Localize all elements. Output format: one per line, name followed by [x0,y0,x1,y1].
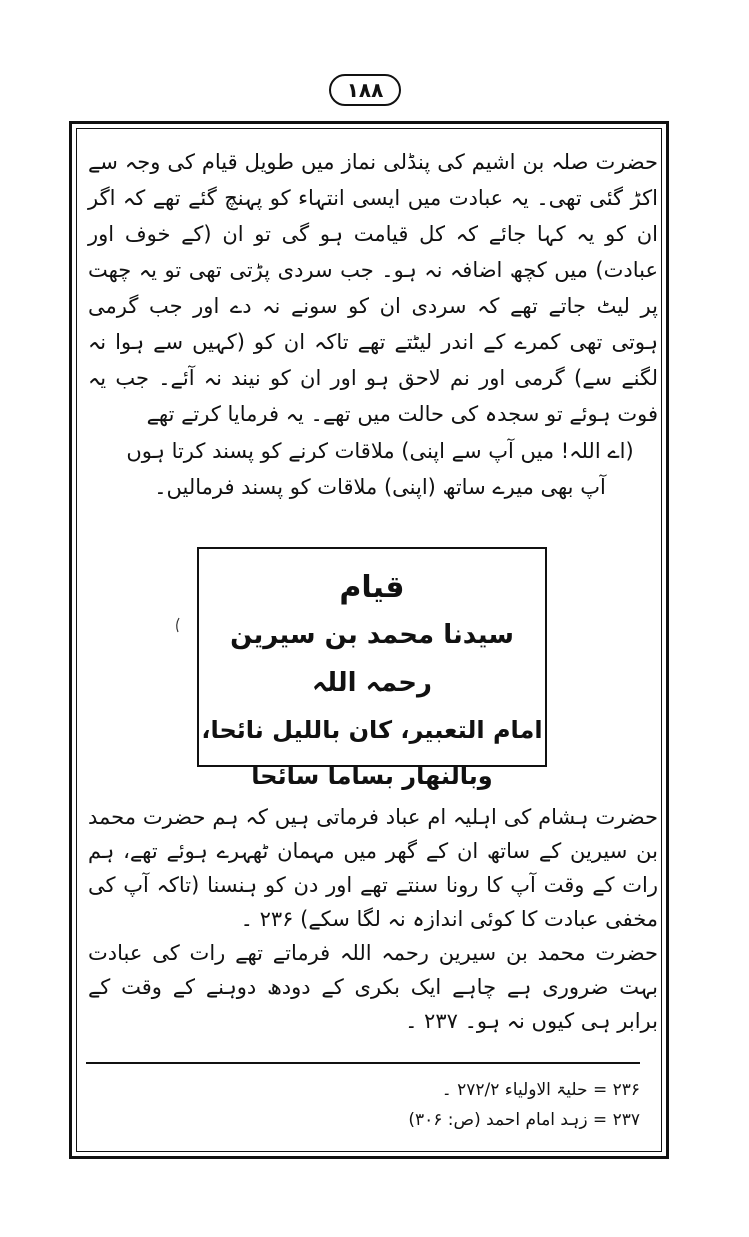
paragraph-sila-bin-ashyam: حضرت صلہ بن اشیم کی پنڈلی نماز میں طویل قیام کی وجہ سے اکڑ گئی تھی۔ یہ عبادت میں ایسی انتہاء کو پہنچ گئے تھے کہ اگر ان کو یہ کہا جائے کہ کل قیامت ہو گی تو ان (کے خوف اور عبادت) میں کچھ اضافہ نہ ہو۔ جب سردی پڑتی تھی تو یہ چھت پر لیٹ جاتے تھے کہ سردی ان کو سونے نہ دے اور جب گرمی ہوتی تھی کمرے کے اندر لیٹتے تھے تاکہ ان کو (کہیں سے ہوا نہ لگنے سے) گرمی اور نم لاحق ہو اور ان کو نیند نہ آئے۔ جب یہ فوت ہوئے تو سجدہ کی حالت میں تھے۔ یہ فرمایا کرتے تھے [88,150,658,426]
quote-block [120,433,640,505]
footnote-divider [86,1062,640,1064]
quote-line-2: آپ بھی میرے ساتھ (اپنی) ملاقات کو پسند فرمالیں۔ [154,475,606,499]
paragraph-umm-abbad: حضرت ہشام کی اہلیہ ام عباد فرماتی ہیں کہ ہم حضرت محمد بن سیرین کے ساتھ ان کے گھر میں مہمان ٹھہرے ہوئے تھے، ہم رات کے وقت آپ کا رونا سنتے تھے اور دن کو ہنسنا (تاکہ آپ کی مخفی عبادت کا کوئی اندازہ نہ لگا سکے) ۲۳۶ ۔ [88,805,658,931]
arabic-epithet-line-2: وبالنهار بساما سائحا [251,762,493,790]
section-heading-box [197,547,547,790]
footnotes [160,1075,640,1135]
page-number-badge [329,74,401,106]
quote-line-1: (اے اللہ! میں آپ سے اپنی) ملاقات کرنے کو پسند کرتا ہوں [126,439,634,463]
paragraph-night-worship: حضرت محمد بن سیرین رحمہ اللہ فرماتے تھے رات کی عبادت بہت ضروری ہے چاہے ایک بکری کے دودھ دوہنے کے وقت کے برابر ہی کیوں نہ ہو۔ ۲۳۷ ۔ [88,941,658,1033]
stray-mark-icon [173,617,183,633]
footnote-236: ۲۳۶ = حلیۃ الاولیاء ۲۷۲/۲ ۔ [441,1080,640,1100]
footnote-237: ۲۳۷ = زہد امام احمد (ص: ۳۰۶) [408,1110,640,1130]
page-number: ١٨٨ [346,78,384,102]
arabic-epithet-line-1: امام التعبير، كان بالليل نائحا، [201,716,543,744]
section-subject-name: سیدنا محمد بن سیرین رحمہ اللہ [230,620,514,698]
section-title: قیام [339,570,405,605]
second-section-body [88,800,658,1038]
